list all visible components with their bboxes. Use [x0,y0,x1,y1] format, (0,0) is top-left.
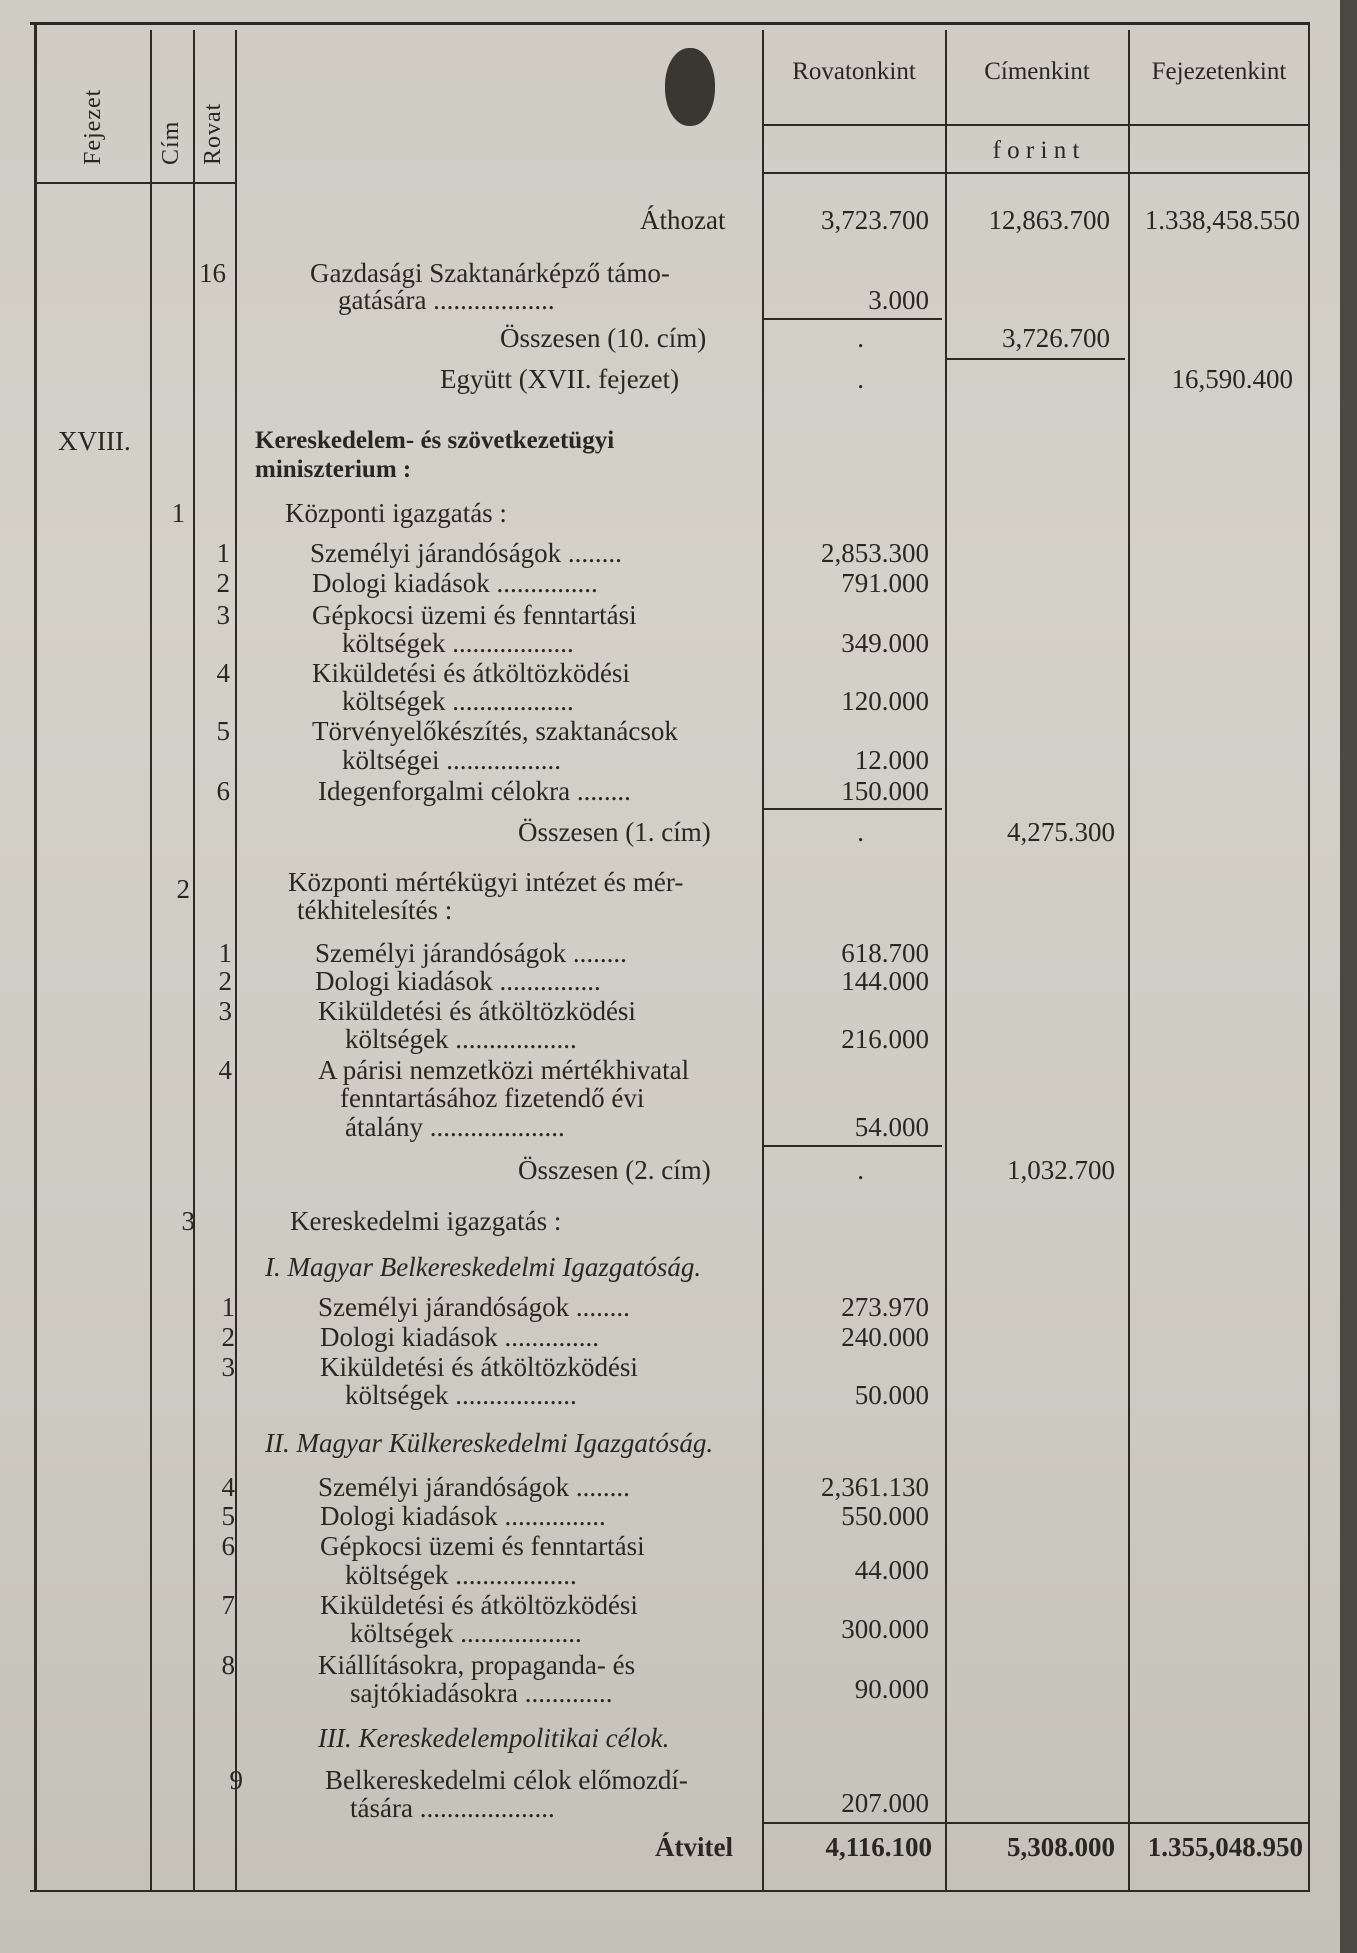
ink-blot [665,48,715,126]
item-label: költségek .................. [350,1618,582,1648]
rule-rovatonkint-cimenkint [945,30,947,1890]
item-amount: 54.000 [854,1112,929,1142]
header-rovat: Rovat [200,102,226,165]
item-label: Dologi kiadások .............. [320,1322,599,1352]
rovat-number: 8 [221,1650,235,1680]
item-label: Dologi kiadások ............... [320,1501,606,1531]
item-label: Kiküldetési és átköltözködési [318,996,636,1026]
subtotal-cimenkint: 4,275.300 [1007,817,1115,847]
rovat-number: 4 [218,1055,232,1085]
rovat-number: 6 [216,776,230,806]
item-amount: 207.000 [841,1788,929,1818]
sum-rule [762,808,942,810]
top-rule [30,22,1310,25]
item-label: sajtókiadásokra ............. [350,1678,613,1708]
sum-rule [947,358,1125,360]
item-label: tására .................... [350,1793,555,1823]
rovat-number: 4 [221,1472,235,1502]
item-amount: 273.970 [841,1292,929,1322]
item-amount: 300.000 [841,1614,929,1644]
rule-fejezet-cim [150,30,152,1890]
item-label: Személyi járandóságok ........ [315,938,627,968]
cim-title: Központi igazgatás : [285,498,507,528]
sum-rule [762,1822,1308,1824]
item-amount: 550.000 [841,1501,929,1531]
athozat-label: Áthozat [640,205,726,235]
item-label: költségek .................. [345,1560,577,1590]
item-amount: 150.000 [841,776,929,806]
item-label: A párisi nemzetközi mértékhivatal [318,1055,690,1085]
header-rovatonkint: Rovatonkint [792,58,916,85]
cim-number: 2 [176,874,190,904]
header-currency: f o r i n t [992,137,1080,164]
subtotal-cimenkint: 1,032.700 [1007,1155,1115,1185]
rovat-number: 3 [216,600,230,630]
rovat-number: 4 [216,658,230,688]
item-label: Dologi kiadások ............... [315,966,601,996]
item-label: Kiküldetési és átköltözködési [320,1590,638,1620]
subtotal-label: Összesen (2. cím) [518,1155,711,1185]
chapter-title: miniszterium : [255,456,412,483]
fejezet-number: XVIII. [58,426,131,456]
sum-rule [762,1145,942,1147]
item-label: Gépkocsi üzemi és fenntartási [320,1531,645,1561]
item-amount: 120.000 [841,686,929,716]
rovat-number: 2 [221,1322,235,1352]
item-amount: 2,853.300 [821,538,929,568]
atvitel-rovatonkint: 4,116.100 [825,1832,932,1862]
rovat-number: 9 [229,1765,243,1795]
item-label: Törvényelőkészítés, szaktanácsok [312,716,678,746]
total-fejezetenkint: 16,590.400 [1171,364,1293,394]
item-label: Személyi járandóságok ........ [310,538,622,568]
section-heading: II. Magyar Külkereskedelmi Igazgatóság. [265,1428,714,1458]
item-amount: 44.000 [854,1555,929,1585]
subtotal-rovatonkint: . [857,323,864,353]
cim-title: tékhitelesítés : [297,895,453,925]
athozat-fejezetenkint: 1.338,458.550 [1144,205,1300,235]
item-amount: 2,361.130 [821,1472,929,1502]
item-amount: 216.000 [841,1024,929,1054]
item-label: Kiküldetési és átköltözködési [312,658,630,688]
total-label: Együtt (XVII. fejezet) [440,364,680,394]
subtotal-cimenkint: 3,726.700 [1002,323,1110,353]
item-label: gatására .................. [338,285,555,315]
item-amount: 791.000 [841,568,929,598]
item-label: Kiküldetési és átköltözködési [320,1352,638,1382]
header-fejezet: Fejezet [80,88,106,165]
rovat-number: 1 [216,538,230,568]
item-label: Dologi kiadások ............... [312,568,598,598]
total-rovatonkint: . [857,364,864,394]
rovat-number: 1 [221,1292,235,1322]
rovat-number: 3 [218,996,232,1026]
item-amount: 50.000 [854,1380,929,1410]
rovat-number: 1 [218,938,232,968]
header-cimenkint: Címenkint [984,58,1090,85]
rovat-number: 3 [221,1352,235,1382]
cim-title: Kereskedelmi igazgatás : [290,1206,562,1236]
item-label: költségek .................. [342,686,574,716]
item-amount: 240.000 [841,1322,929,1352]
item-label: Személyi járandóságok ........ [318,1292,630,1322]
item-amount: 349.000 [841,628,929,658]
section-heading: III. Kereskedelempolitikai célok. [318,1723,670,1753]
subtotal-label: Összesen (1. cím) [518,817,711,847]
item-amount: 144.000 [841,966,929,996]
subtotal-label: Összesen (10. cím) [500,323,707,353]
header-rule-right [762,172,1308,174]
bottom-rule [30,1890,1310,1892]
item-label: költségek .................. [342,628,574,658]
header-rule-left [34,182,236,184]
atvitel-cimenkint: 5,308.000 [1007,1832,1115,1862]
cim-number: 1 [171,498,185,528]
rovat-number: 2 [218,966,232,996]
item-amount: 12.000 [854,745,929,775]
item-amount: 618.700 [841,938,929,968]
chapter-title: Kereskedelem- és szövetkezetügyi [255,427,615,454]
item-amount: 90.000 [854,1674,929,1704]
item-amount: 3.000 [868,285,929,315]
rovat-number: 16 [199,258,226,288]
header-rule-currency [762,124,1308,126]
rovat-number: 7 [221,1590,235,1620]
header-fejezetenkint: Fejezetenkint [1151,58,1287,85]
subtotal-rovatonkint: . [857,817,864,847]
header-cim: Cím [158,120,184,165]
rovat-number: 5 [221,1501,235,1531]
item-label: Gazdasági Szaktanárképző támo- [310,258,670,288]
item-label: Gépkocsi üzemi és fenntartási [312,600,637,630]
item-label: Belkereskedelmi célok előmozdí- [325,1765,688,1795]
rovat-number: 6 [221,1531,235,1561]
rovat-number: 5 [216,716,230,746]
item-label: átalány .................... [345,1112,565,1142]
atvitel-fejezetenkint: 1.355,048.950 [1147,1832,1303,1862]
athozat-rovatonkint: 3,723.700 [821,205,929,235]
atvitel-label: Átvitel [655,1832,733,1862]
cim-title: Központi mértékügyi intézet és mér- [288,867,684,897]
item-label: fenntartásához fizetendő évi [340,1083,645,1113]
cim-number: 3 [181,1206,195,1236]
sum-rule [762,318,942,320]
athozat-cimenkint: 12,863.700 [988,205,1110,235]
rule-cimenkint-fejezetenkint [1128,30,1130,1890]
subtotal-rovatonkint: . [857,1155,864,1185]
item-label: Idegenforgalmi célokra ........ [318,776,631,806]
item-label: költségek .................. [345,1024,577,1054]
rule-rovat-text [235,30,237,1890]
section-heading: I. Magyar Belkereskedelmi Igazgatóság. [265,1252,702,1282]
left-rule [34,22,37,1892]
item-label: költségek .................. [345,1380,577,1410]
item-label: költségei ................. [342,745,561,775]
rovat-number: 2 [216,568,230,598]
item-label: Kiállításokra, propaganda- és [318,1650,636,1680]
item-label: Személyi járandóságok ........ [318,1472,630,1502]
right-rule [1308,22,1310,1892]
